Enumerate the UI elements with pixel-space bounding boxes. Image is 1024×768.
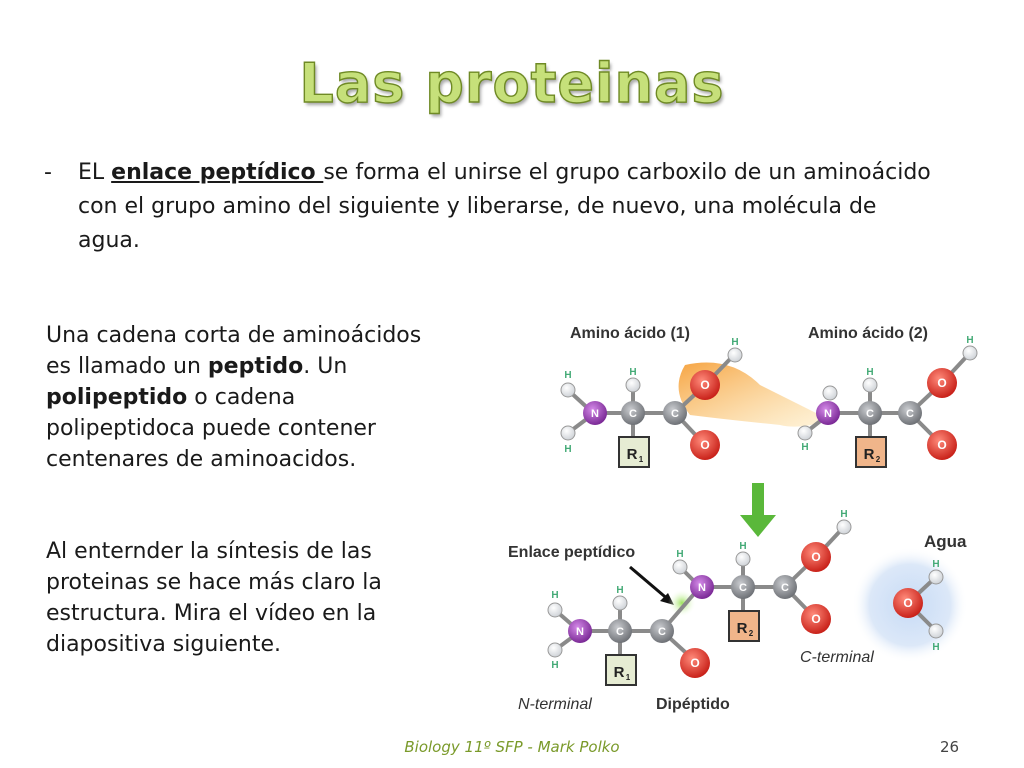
atom-h-label: H (629, 367, 637, 378)
r1-label: R (626, 446, 638, 463)
atom-o-label: O (700, 378, 710, 392)
atom-h-label: H (731, 337, 739, 348)
atom-h-label: H (932, 642, 940, 653)
atom-h-label: H (551, 660, 559, 671)
atom-o-label: O (690, 656, 700, 670)
atom-o-label: O (903, 596, 913, 610)
bullet-text-start: EL (78, 160, 112, 185)
label-dipeptide: Dipéptido (656, 696, 730, 713)
atom-c-label: C (671, 408, 679, 420)
bullet-text (78, 156, 944, 258)
label-amino-acid-1: Amino ácido (1) (570, 325, 691, 342)
atom-n-label: N (698, 582, 706, 594)
amino-acid-2 (798, 335, 977, 467)
atom-h-label: H (932, 559, 940, 570)
r2-subscript: 2 (875, 455, 881, 464)
bullet-dash: - (44, 160, 52, 185)
atom-h-label: H (966, 335, 974, 346)
label-n-terminal: N-terminal (518, 696, 592, 713)
atom-c-label: C (906, 408, 914, 420)
peptide-bond-diagram (500, 305, 1000, 725)
label-amino-acid-2: Amino ácido (2) (808, 325, 929, 342)
r2-subscript: 2 (748, 629, 754, 638)
atom-h-label: H (551, 590, 559, 601)
atom-h-label: H (676, 549, 684, 560)
atom-c-label: C (866, 408, 874, 420)
r1-subscript: 1 (638, 455, 644, 464)
label-water: Agua (924, 532, 967, 551)
reaction-arrow-icon (740, 483, 776, 537)
r1-label: R (613, 664, 625, 681)
page-number: 26 (940, 738, 960, 756)
atom-h-label: H (840, 509, 848, 520)
atom-o-label: O (937, 438, 947, 452)
peptide-paragraph (46, 320, 446, 475)
atom-h-label: H (866, 367, 874, 378)
label-peptide-bond: Enlace peptídico (508, 544, 636, 561)
atom-n-label: N (591, 408, 599, 420)
para1-text-2: . Un (303, 354, 348, 379)
atom-o-label: O (937, 376, 947, 390)
bullet-text-rest: se forma el unirse el grupo carboxilo de un aminoácido con el grupo amino del siguiente y liberarse, de nuevo, una molécula de agua. (78, 160, 931, 253)
synthesis-paragraph: Al enternder la síntesis de las proteinas se hace más claro la estructura. Mira el vídeo en la diapositiva siguiente. (46, 539, 382, 657)
label-c-terminal: C-terminal (800, 649, 874, 666)
atom-n-label: N (824, 408, 832, 420)
atom-c-label: C (739, 582, 747, 594)
slide-title: Las proteinas (299, 52, 725, 115)
term-peptido: peptido (207, 354, 304, 379)
r1-subscript: 1 (625, 673, 631, 682)
para1-text-1: Una cadena corta de aminoácidos es llamado un (46, 323, 422, 379)
para1-text-3: o cadena polipeptidoca puede contener centenares de aminoacidos. (46, 385, 376, 472)
term-polipeptido: polipeptido (46, 385, 188, 410)
atom-h-label: H (616, 585, 624, 596)
atom-n-label: N (576, 626, 584, 638)
atom-o-label: O (700, 438, 710, 452)
peptide-bond-term: enlace peptídico (111, 160, 324, 185)
atom-o-label: O (811, 612, 821, 626)
r2-label: R (736, 620, 748, 637)
atom-c-label: C (781, 582, 789, 594)
peptide-bond-pointer-icon (630, 567, 674, 605)
r2-label: R (863, 446, 875, 463)
atom-h-label: H (564, 370, 572, 381)
atom-c-label: C (616, 626, 624, 638)
atom-h-label: H (801, 442, 809, 453)
atom-o-label: O (811, 550, 821, 564)
bullet-point (44, 156, 944, 258)
slide-footer: Biology 11º SFP - Mark Polko (404, 738, 620, 756)
atom-c-label: C (629, 408, 637, 420)
atom-h-label: H (739, 541, 747, 552)
atom-c-label: C (658, 626, 666, 638)
atom-h-label: H (564, 444, 572, 455)
